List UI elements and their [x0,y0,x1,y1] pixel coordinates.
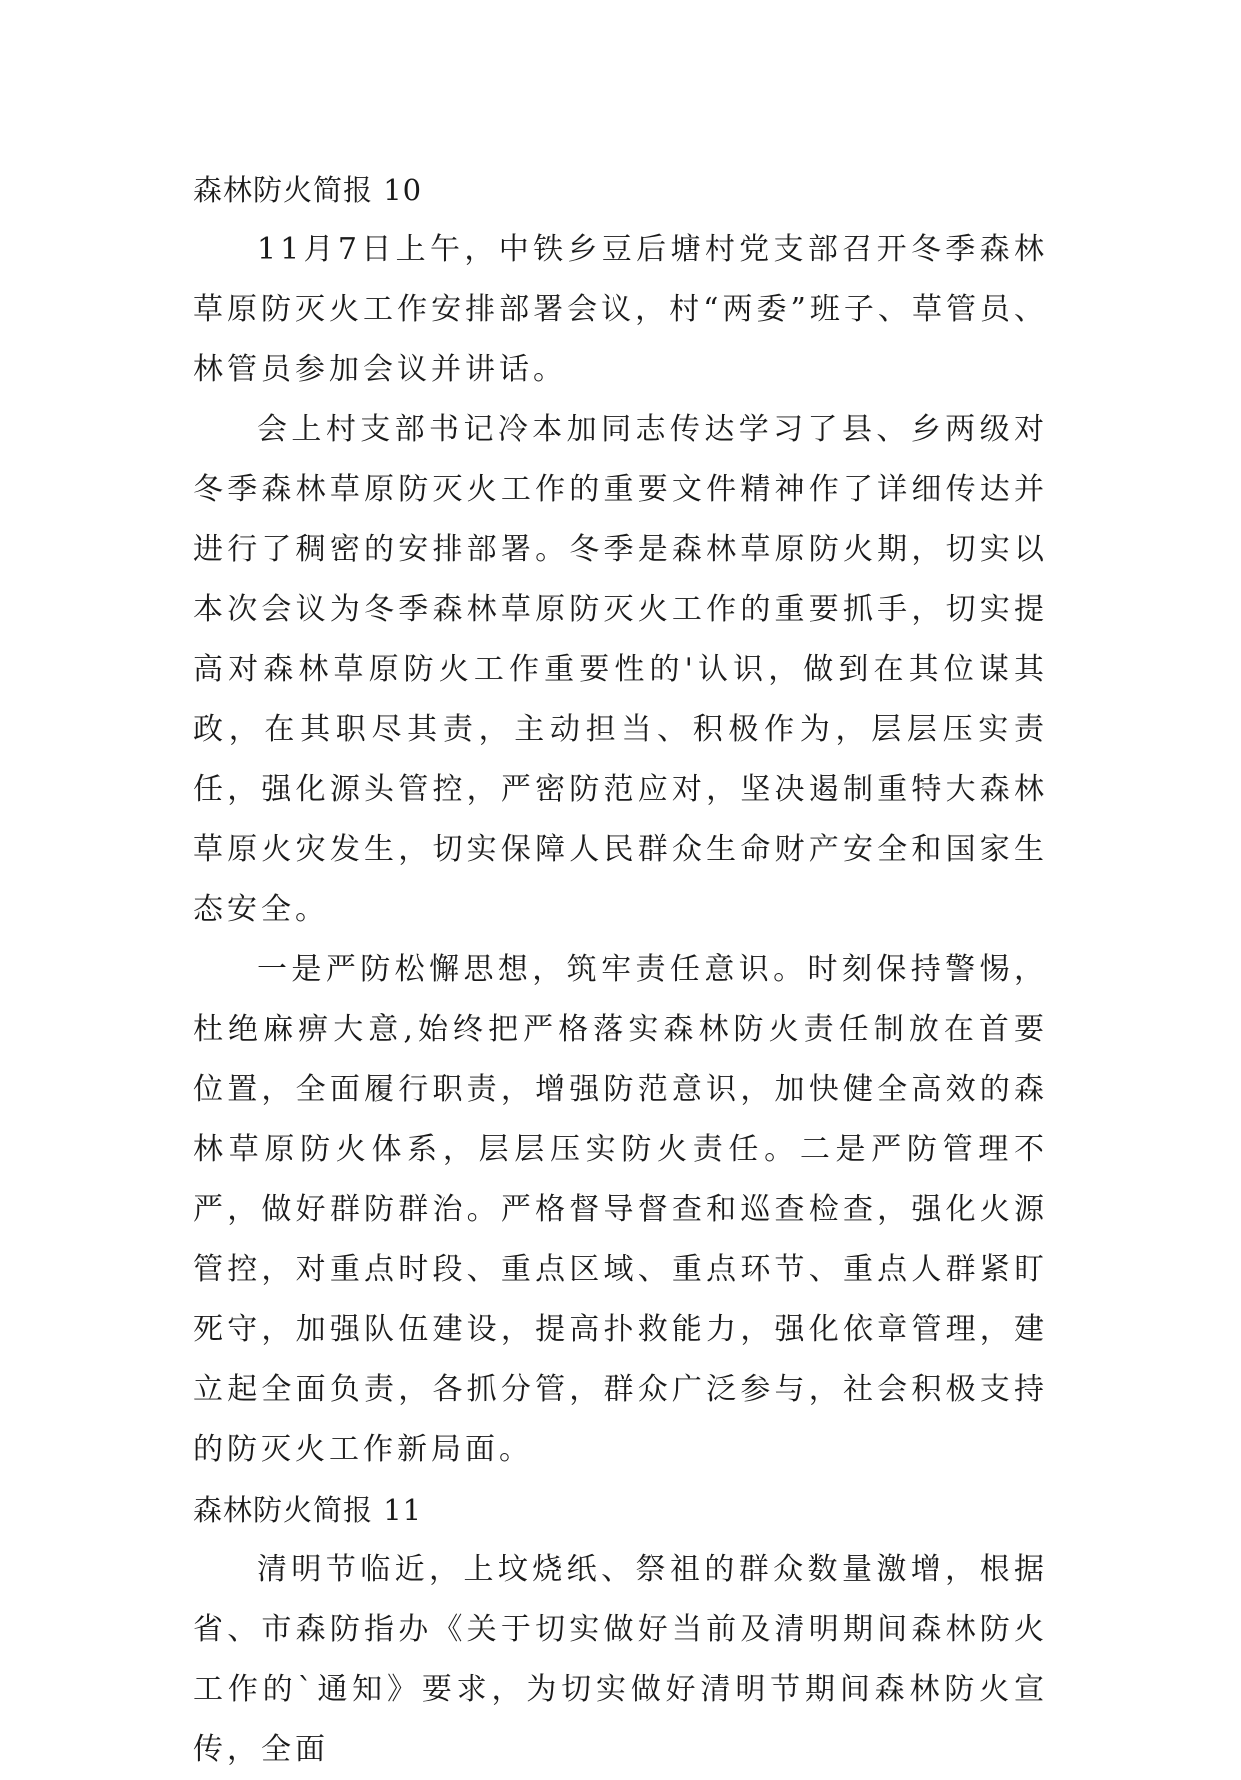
paragraph: 会上村支部书记冷本加同志传达学习了县、乡两级对冬季森林草原防灭火工作的重要文件精神作了详细传达并进行了稠密的安排部署。冬季是森林草原防火期，切实以本次会议为冬季森林草原防灭火工作的重要抓手，切实提高对森林草原防火工作重要性的'认识，做到在其位谋其政，在其职尽其责，主动担当、积极作为，层层压实责任，强化源头管控，严密防范应对，坚决遏制重特大森林草原火灾发生，切实保障人民群众生命财产安全和国家生态安全。 [193,412,1048,927]
paragraph: 清明节临近，上坟烧纸、祭祖的群众数量激增，根据省、市森防指办《关于切实做好当前及清明期间森林防火工作的`通知》要求，为切实做好清明节期间森林防火宣传，全面 [193,1552,1048,1767]
section-title: 森林防火简报 10 [193,173,423,207]
paragraph: 一是严防松懈思想，筑牢责任意识。时刻保持警惕，杜绝麻痹大意,始终把严格落实森林防火责任制放在首要位置，全面履行职责，增强防范意识，加快健全高效的森林草原防火体系，层层压实防火责任。二是严防管理不严，做好群防群治。严格督导督查和巡查检查，强化火源管控，对重点时段、重点区域、重点环节、重点人群紧盯死守，加强队伍建设，提高扑救能力，强化依章管理，建立起全面负责，各抓分管，群众广泛参与，社会积极支持的防灭火工作新局面。 [193,952,1048,1467]
section-title: 森林防火简报 11 [193,1493,423,1527]
paragraph: 11月7日上午，中铁乡豆后塘村党支部召开冬季森林草原防灭火工作安排部署会议，村“两委”班子、草管员、林管员参加会议并讲话。 [193,232,1048,387]
document-page [193,160,1048,1780]
